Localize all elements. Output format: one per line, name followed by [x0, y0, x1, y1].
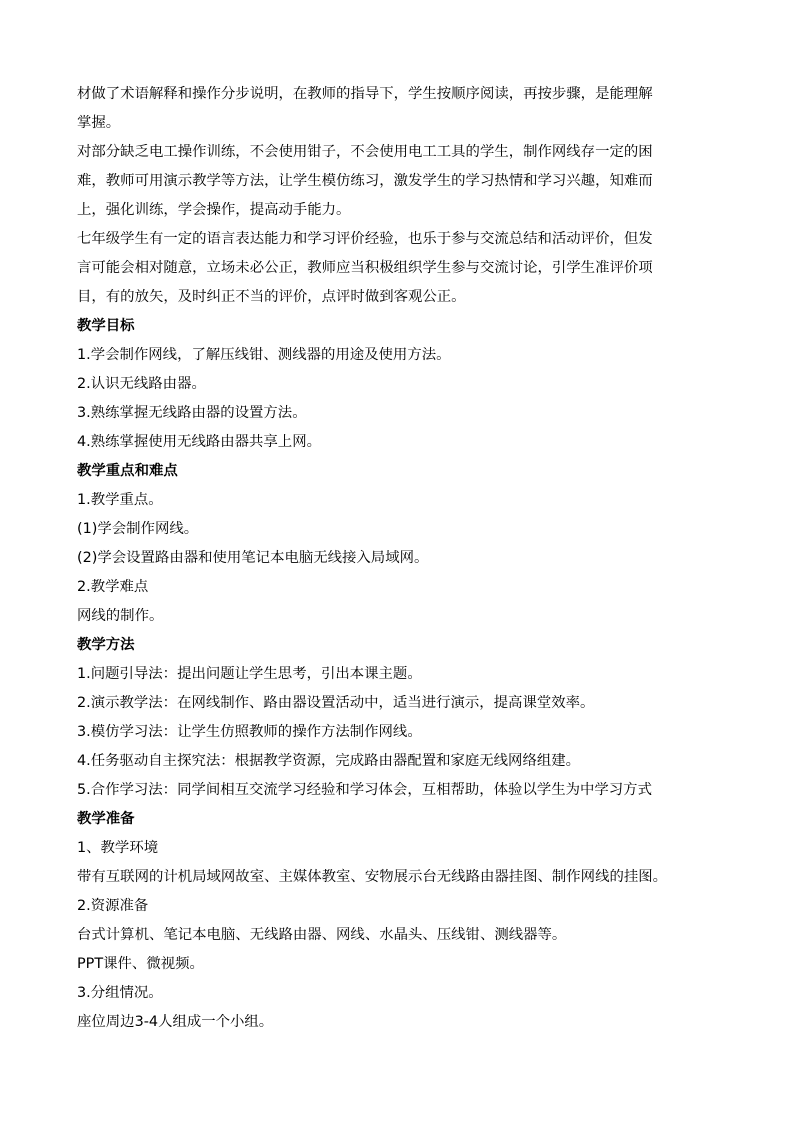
list-item: 2.演示教学法：在网线制作、路由器设置活动中，适当进行演示，提高课堂效率。 [77, 695, 595, 711]
section-heading: 教学方法 [77, 637, 135, 653]
intro-paragraph [77, 80, 722, 138]
list-item: 3.模仿学习法：让学生仿照教师的操作方法制作网线。 [77, 724, 422, 740]
section-key-points [77, 457, 722, 631]
list-item: 2.认识无线路由器。 [77, 376, 206, 392]
list-item: 1.学会制作网线，了解压线钳、测线器的用途及使用方法。 [77, 347, 451, 363]
text-line: 难，教师可用演示教学等方法，让学生模仿练习，激发学生的学习热情和学习兴趣，知难而 [77, 173, 653, 189]
list-item: (1)学会制作网线。 [77, 521, 199, 537]
list-item: 2.教学难点 [77, 579, 149, 595]
text-line: 材做了术语解释和操作分步说明，在教师的指导下，学生按顺序阅读，再按步骤，是能理解 [77, 86, 653, 102]
list-item: 2.资源准备 [77, 898, 149, 914]
text-line: 七年级学生有一定的语言表达能力和学习评价经验，也乐于参与交流总结和活动评价，但发 [77, 231, 653, 247]
list-item: PPT课件、微视频。 [77, 956, 204, 972]
list-item: 4.熟练掌握使用无线路由器共享上网。 [77, 434, 321, 450]
list-item: 1.问题引导法：提出问题让学生思考，引出本课主题。 [77, 666, 422, 682]
text-line: 言可能会相对随意，立场未必公正，教师应当积极组织学生参与交流讨论，引学生准评价项 [77, 260, 653, 276]
text-line: 掌握。 [77, 115, 121, 131]
section-heading: 教学准备 [77, 811, 135, 827]
list-item: 带有互联网的计机局域网故室、主媒体教室、安物展示台无线路由器挂图、制作网线的挂图。 [77, 869, 668, 885]
text-line: 对部分缺乏电工操作训练，不会使用钳子，不会使用电工工具的学生，制作网线存一定的困 [77, 144, 653, 160]
section-preparation [77, 805, 722, 1037]
section-heading: 教学目标 [77, 318, 135, 334]
text-line: 目，有的放矢，及时纠正不当的评价，点评时做到客观公正。 [77, 289, 466, 305]
section-methods [77, 631, 722, 805]
list-item: 1.教学重点。 [77, 492, 163, 508]
list-item: (2)学会设置路由器和使用笔记本电脑无线接入局域网。 [77, 550, 429, 566]
list-item: 座位周边3-4人组成一个小组。 [77, 1014, 274, 1030]
intro-paragraph [77, 138, 722, 225]
list-item: 5.合作学习法：同学间相互交流学习经验和学习体会，互相帮助，体验以学生为中学习方式 [77, 782, 652, 798]
list-item: 1、教学环境 [77, 840, 159, 856]
document-page [77, 80, 722, 1037]
text-line: 上，强化训练，学会操作，提高动手能力。 [77, 202, 351, 218]
list-item: 3.分组情况。 [77, 985, 163, 1001]
section-heading: 教学重点和难点 [77, 463, 178, 479]
list-item: 网线的制作。 [77, 608, 164, 624]
list-item: 3.熟练掌握无线路由器的设置方法。 [77, 405, 307, 421]
list-item: 4.任务驱动自主探究法：根据教学资源，完成路由器配置和家庭无线网络组建。 [77, 753, 581, 769]
list-item: 台式计算机、笔记本电脑、无线路由器、网线、水晶头、压线钳、测线器等。 [77, 927, 567, 943]
intro-paragraph [77, 225, 722, 312]
section-goals [77, 312, 722, 457]
